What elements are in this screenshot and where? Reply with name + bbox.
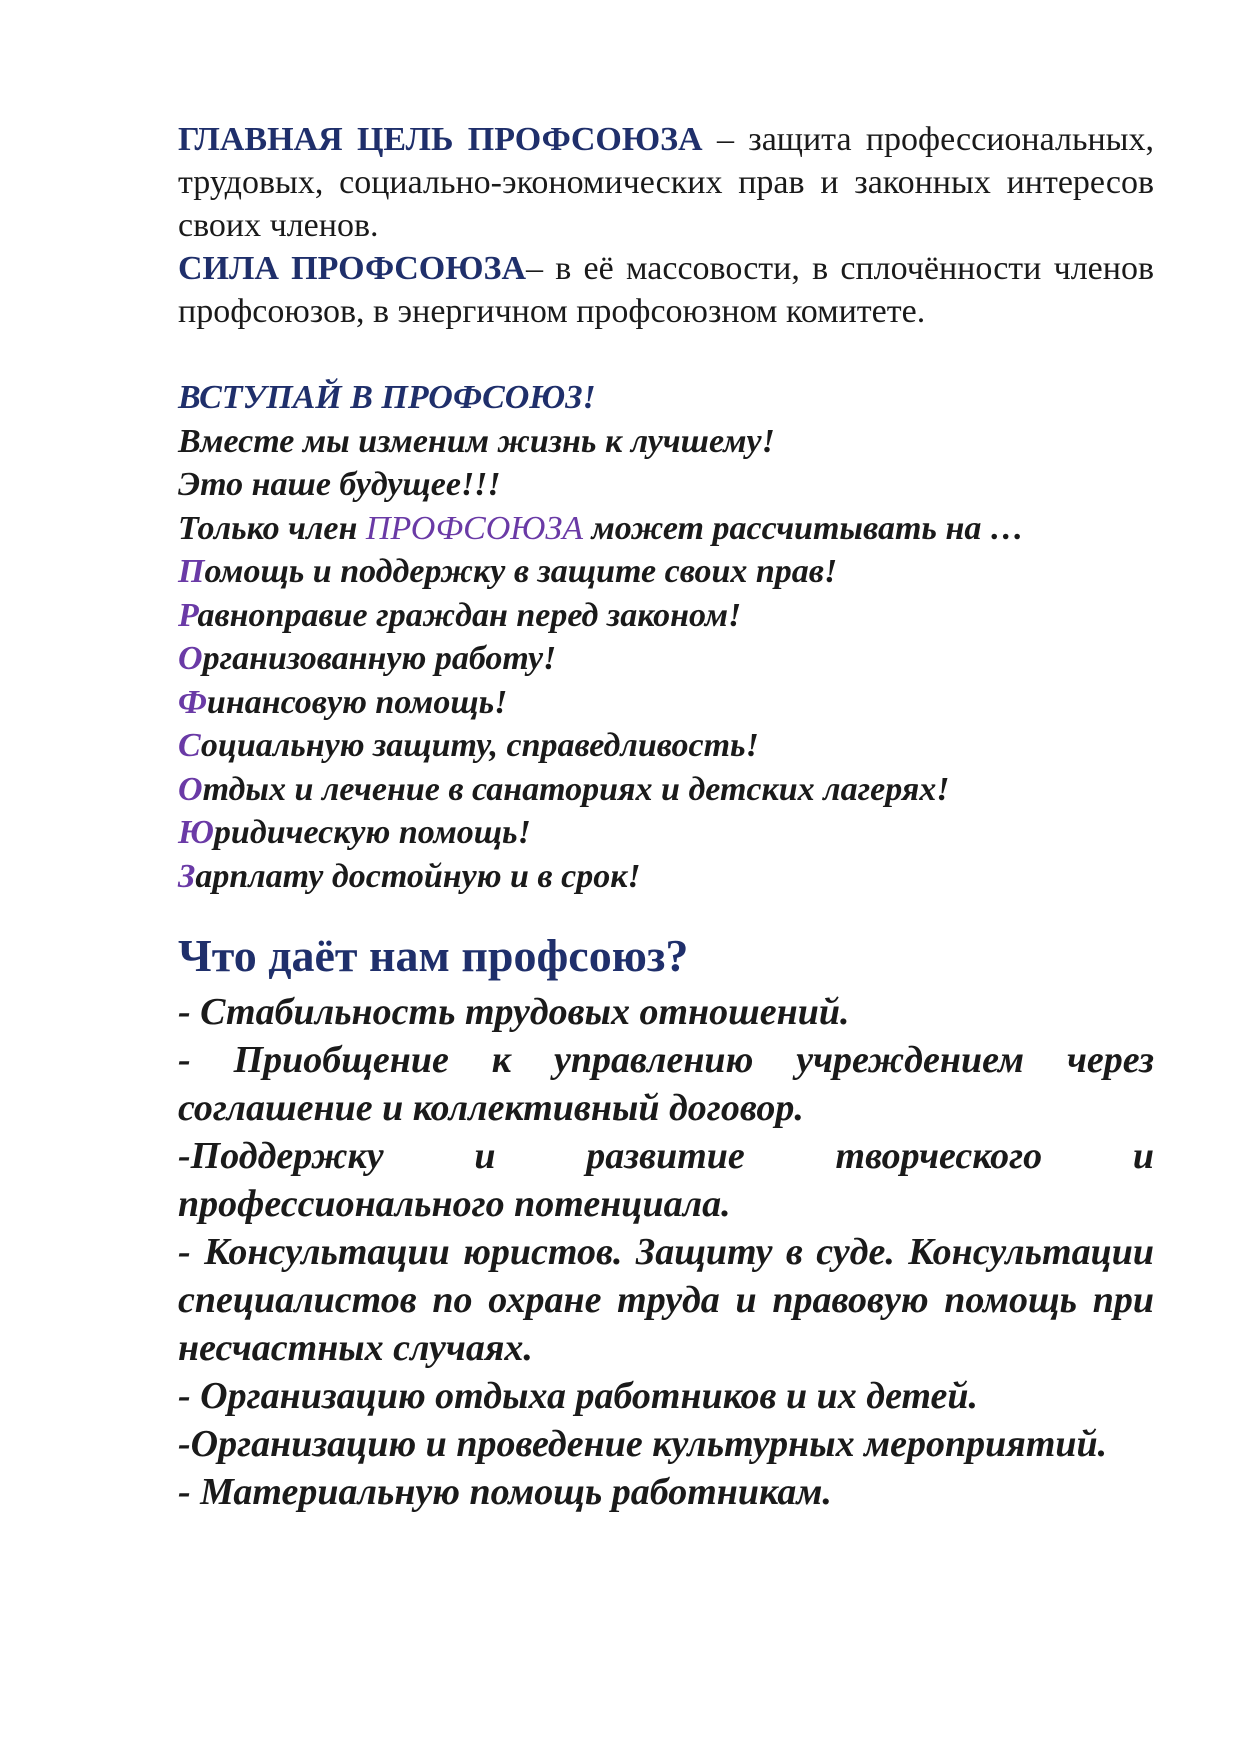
acrostic-item — [178, 594, 1154, 638]
join-line-3-before: Только член — [178, 509, 366, 547]
acrostic-rest: арплату достойную и в срок! — [195, 857, 641, 895]
benefit-item: -Поддержку и развитие творческого и профессионального потенциала. — [178, 1135, 1154, 1225]
join-line-3-accent: ПРОФСОЮЗА — [365, 509, 584, 547]
acrostic-cap: З — [178, 857, 196, 895]
benefit-item: - Приобщение к управлению учреждением через соглашение и коллективный договор. — [178, 1039, 1154, 1129]
join-line-1: Вместе мы изменим жизнь к лучшему! — [178, 422, 775, 460]
intro-strength-paragraph — [178, 247, 1154, 333]
acrostic-cap: Ф — [178, 683, 207, 721]
acrostic-item — [178, 811, 1154, 855]
acrostic-rest: оциальную защиту, справедливость! — [200, 727, 759, 764]
join-title: ВСТУПАЙ В ПРОФСОЮЗ! — [178, 379, 596, 416]
spacer — [178, 333, 1154, 376]
acrostic-rest: авноправие граждан перед законом! — [197, 596, 742, 634]
document-page — [178, 118, 1154, 1516]
acrostic-cap: С — [178, 727, 201, 764]
acrostic-cap: О — [178, 640, 203, 677]
goal-text: защита профессиональных, трудовых, социально-экономических прав и законных интересов своих членов. — [178, 121, 1155, 244]
benefits-list — [178, 988, 1154, 1516]
benefit-item: -Организацию и проведение культурных мероприятий. — [178, 1423, 1108, 1465]
acrostic-rest: рганизованную работу! — [202, 640, 557, 677]
acrostic-cap: Р — [178, 596, 198, 634]
strength-text: – в её массовости, в сплочённости членов профсоюзов, в энергичном профсоюзном комитете. — [178, 250, 1154, 330]
acrostic-item — [178, 681, 1154, 725]
join-line-3 — [178, 507, 1154, 551]
benefit-item: - Консультации юристов. Защиту в суде. Консультации специалистов по охране труда и правовую помощь при несчастных случаях. — [178, 1231, 1154, 1369]
acrostic-cap: Ю — [178, 814, 214, 851]
acrostic-rest: омощь и поддержку в защите своих прав! — [204, 553, 838, 590]
acrostic-item — [178, 724, 1154, 768]
benefit-item: - Стабильность трудовых отношений. — [178, 991, 850, 1033]
acrostic-rest: ридическую помощь! — [213, 814, 531, 851]
acrostic-item — [178, 855, 1154, 899]
benefits-title: Что даёт нам профсоюз? — [178, 930, 689, 981]
join-line-2: Это наше будущее!!! — [178, 466, 501, 503]
join-section — [178, 376, 1154, 898]
spacer — [178, 898, 1154, 928]
acrostic-rest: тдых и лечение в санаториях и детских лагерях! — [202, 770, 950, 808]
goal-separator: – — [702, 121, 749, 158]
acrostic-cap: О — [178, 770, 203, 808]
acrostic-item — [178, 550, 1154, 594]
acrostic-cap: П — [178, 553, 205, 590]
acrostic-rest: инансовую помощь! — [206, 683, 508, 721]
goal-label: ГЛАВНАЯ ЦЕЛЬ ПРОФСОЮЗА — [178, 121, 703, 158]
acrostic-item — [178, 637, 1154, 681]
benefit-item: - Организацию отдыха работников и их детей. — [178, 1375, 979, 1417]
acrostic-item — [178, 768, 1154, 812]
intro-goal-paragraph — [178, 118, 1154, 247]
join-line-3-after: может рассчитывать на … — [583, 509, 1024, 547]
strength-label: СИЛА ПРОФСОЮЗА — [178, 250, 526, 287]
benefit-item: - Материальную помощь работникам. — [178, 1471, 832, 1513]
